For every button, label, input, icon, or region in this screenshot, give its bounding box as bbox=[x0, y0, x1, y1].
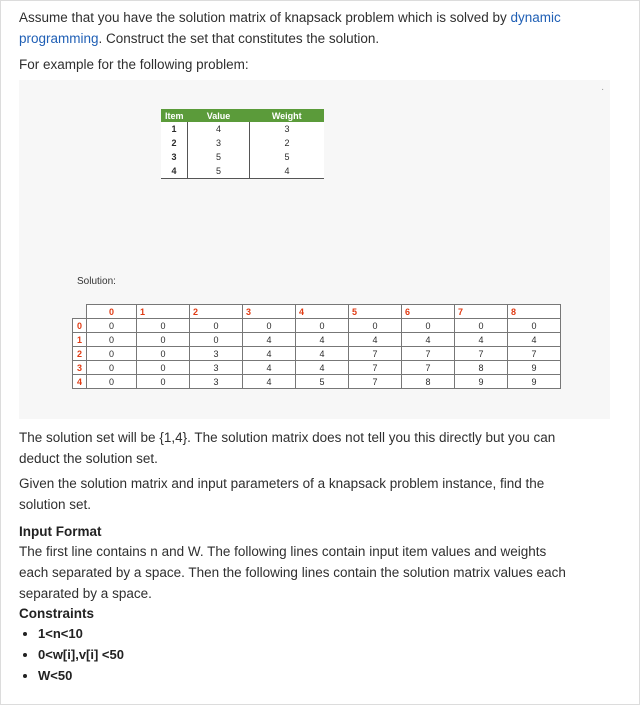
items-cell: 4 bbox=[161, 164, 188, 179]
items-cell: 3 bbox=[188, 136, 250, 150]
matrix-cell: 0 bbox=[349, 319, 402, 333]
solution-label: Solution: bbox=[77, 276, 116, 287]
matrix-cell: 3 bbox=[190, 375, 243, 389]
matrix-row-header: 1 bbox=[73, 333, 87, 347]
solution-matrix bbox=[72, 304, 561, 389]
matrix-cell: 0 bbox=[87, 347, 137, 361]
matrix-cell: 0 bbox=[87, 319, 137, 333]
items-cell: 3 bbox=[161, 150, 188, 164]
items-row bbox=[161, 136, 324, 150]
matrix-col-header: 3 bbox=[243, 305, 296, 319]
constraint-item: • 0<w[i],v[i] <50 bbox=[38, 644, 124, 665]
matrix-cell: 8 bbox=[402, 375, 455, 389]
matrix-cell: 3 bbox=[190, 361, 243, 375]
programming-link[interactable]: programming bbox=[19, 31, 99, 46]
matrix-cell: 7 bbox=[508, 347, 561, 361]
matrix-cell: 0 bbox=[190, 319, 243, 333]
items-header-weight: Weight bbox=[250, 109, 325, 122]
matrix-cell: 0 bbox=[87, 333, 137, 347]
matrix-row-header: 4 bbox=[73, 375, 87, 389]
dynamic-link[interactable]: dynamic bbox=[510, 10, 561, 25]
matrix-row bbox=[73, 347, 561, 361]
matrix-cell: 4 bbox=[296, 333, 349, 347]
constraints-list bbox=[24, 623, 124, 686]
constraint-item: • W<50 bbox=[38, 665, 124, 686]
matrix-col-header: 4 bbox=[296, 305, 349, 319]
matrix-cell: 4 bbox=[349, 333, 402, 347]
items-cell: 4 bbox=[188, 122, 250, 136]
matrix-cell: 0 bbox=[87, 375, 137, 389]
problem-figure bbox=[19, 80, 610, 419]
matrix-col-header: 8 bbox=[508, 305, 561, 319]
matrix-cell: 7 bbox=[349, 375, 402, 389]
matrix-cell: 9 bbox=[508, 375, 561, 389]
matrix-cell: 4 bbox=[296, 347, 349, 361]
matrix-cell: 0 bbox=[508, 319, 561, 333]
matrix-row bbox=[73, 333, 561, 347]
items-cell: 5 bbox=[250, 150, 325, 164]
matrix-cell: 0 bbox=[137, 347, 190, 361]
figure-mark: . bbox=[601, 82, 604, 93]
items-table bbox=[161, 109, 324, 179]
items-cell: 2 bbox=[161, 136, 188, 150]
task-line-1: Given the solution matrix and input parameters of a knapsack problem instance, find the bbox=[19, 476, 545, 491]
matrix-cell: 9 bbox=[508, 361, 561, 375]
matrix-col-header: 6 bbox=[402, 305, 455, 319]
intro-line-2: programming. Construct the set that constitutes the solution. bbox=[19, 31, 380, 46]
matrix-cell: 0 bbox=[243, 319, 296, 333]
task-line-2: solution set. bbox=[19, 497, 92, 512]
matrix-cell: 7 bbox=[402, 361, 455, 375]
items-row bbox=[161, 164, 324, 179]
matrix-cell: 0 bbox=[87, 361, 137, 375]
matrix-cell: 4 bbox=[402, 333, 455, 347]
matrix-cell: 7 bbox=[349, 361, 402, 375]
matrix-cell: 0 bbox=[190, 333, 243, 347]
matrix-corner bbox=[73, 305, 87, 319]
items-row bbox=[161, 150, 324, 164]
matrix-cell: 4 bbox=[243, 375, 296, 389]
input-line-2: each separated by a space. Then the following lines contain the solution matrix values each bbox=[19, 565, 566, 580]
items-cell: 2 bbox=[250, 136, 325, 150]
matrix-cell: 7 bbox=[349, 347, 402, 361]
input-line-1: The first line contains n and W. The following lines contain input item values and weights bbox=[19, 544, 547, 559]
matrix-cell: 4 bbox=[508, 333, 561, 347]
matrix-cell: 7 bbox=[455, 347, 508, 361]
matrix-row bbox=[73, 361, 561, 375]
matrix-cell: 7 bbox=[402, 347, 455, 361]
input-line-3: separated by a space. bbox=[19, 586, 152, 601]
items-row bbox=[161, 122, 324, 136]
matrix-cell: 4 bbox=[243, 347, 296, 361]
matrix-cell: 0 bbox=[137, 375, 190, 389]
example-text: For example for the following problem: bbox=[19, 57, 249, 72]
matrix-row-header: 0 bbox=[73, 319, 87, 333]
matrix-cell: 9 bbox=[455, 375, 508, 389]
solution-set-line-2: deduct the solution set. bbox=[19, 451, 158, 466]
matrix-cell: 0 bbox=[455, 319, 508, 333]
matrix-cell: 4 bbox=[243, 333, 296, 347]
matrix-col-header: 0 bbox=[87, 305, 137, 319]
constraints-heading: Constraints bbox=[19, 606, 95, 621]
input-format-heading: Input Format bbox=[19, 524, 102, 539]
matrix-cell: 0 bbox=[296, 319, 349, 333]
constraint-item: • 1<n<10 bbox=[38, 623, 124, 644]
matrix-col-header: 7 bbox=[455, 305, 508, 319]
matrix-cell: 3 bbox=[190, 347, 243, 361]
items-cell: 4 bbox=[250, 164, 325, 179]
matrix-cell: 0 bbox=[137, 333, 190, 347]
matrix-col-header: 5 bbox=[349, 305, 402, 319]
matrix-cell: 0 bbox=[402, 319, 455, 333]
matrix-row-header: 2 bbox=[73, 347, 87, 361]
items-cell: 1 bbox=[161, 122, 188, 136]
matrix-cell: 0 bbox=[137, 361, 190, 375]
intro-line-1: Assume that you have the solution matrix of knapsack problem which is solved by dynamic bbox=[19, 10, 561, 25]
items-header-item: Item bbox=[161, 109, 188, 122]
matrix-row bbox=[73, 319, 561, 333]
items-cell: 3 bbox=[250, 122, 325, 136]
matrix-cell: 4 bbox=[243, 361, 296, 375]
matrix-row bbox=[73, 375, 561, 389]
solution-set-line-1: The solution set will be {1,4}. The solution matrix does not tell you this directly but you can bbox=[19, 430, 556, 445]
items-cell: 5 bbox=[188, 150, 250, 164]
matrix-cell: 4 bbox=[455, 333, 508, 347]
matrix-cell: 0 bbox=[137, 319, 190, 333]
items-header-value: Value bbox=[188, 109, 250, 122]
matrix-row-header: 3 bbox=[73, 361, 87, 375]
matrix-col-header: 2 bbox=[190, 305, 243, 319]
matrix-cell: 8 bbox=[455, 361, 508, 375]
items-cell: 5 bbox=[188, 164, 250, 179]
matrix-cell: 5 bbox=[296, 375, 349, 389]
matrix-col-header: 1 bbox=[137, 305, 190, 319]
matrix-cell: 4 bbox=[296, 361, 349, 375]
